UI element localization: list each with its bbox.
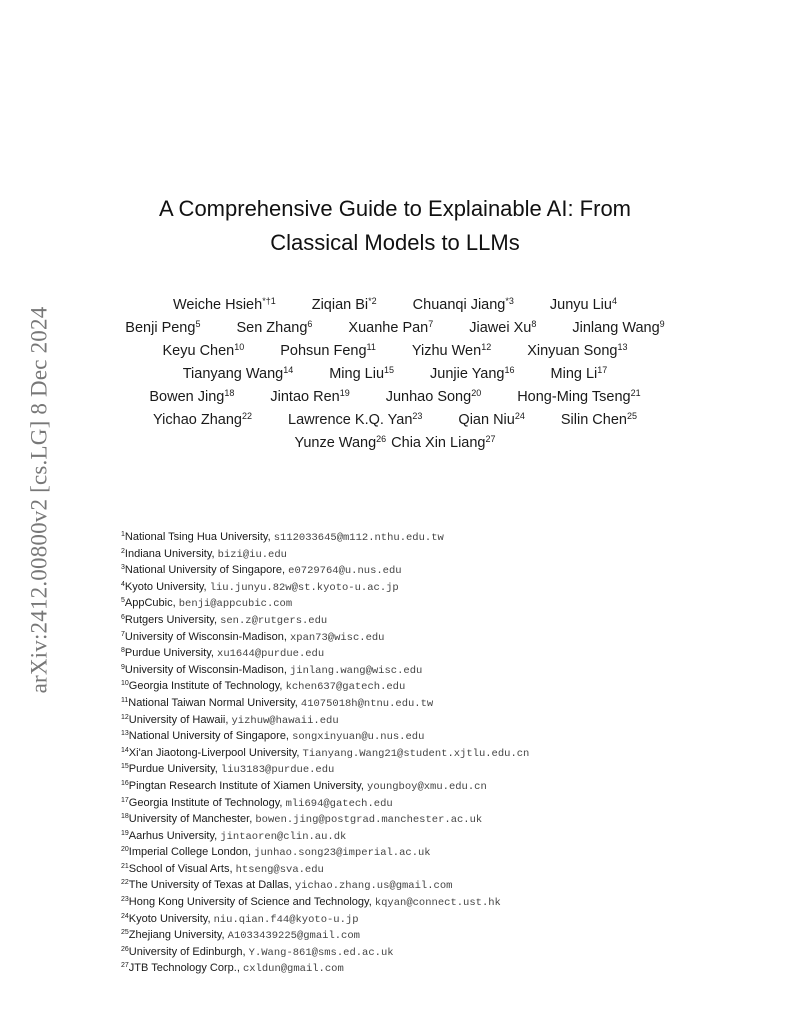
author-affiliation-mark: *2 <box>368 296 377 306</box>
affiliation-item <box>121 862 721 879</box>
email-address: xpan73@wisc.edu <box>289 631 385 644</box>
institution-name: National Tsing Hua University, <box>124 531 271 543</box>
affiliation-item <box>121 663 721 680</box>
author <box>125 317 200 340</box>
email-address: cxldun@gmail.com <box>242 963 344 976</box>
author-name: Qian Niu <box>458 412 515 428</box>
affiliation-number: 15 <box>121 763 129 771</box>
author <box>413 294 514 317</box>
email-address: kqyan@connect.ust.hk <box>374 897 501 910</box>
email-address: benji@appcubic.com <box>178 598 293 611</box>
email-address: kchen637@gatech.edu <box>285 681 406 694</box>
arxiv-identifier <box>20 280 58 720</box>
institution-name: University of Wisconsin-Madison, <box>124 663 287 676</box>
institution-name: Kyoto University, <box>128 912 211 925</box>
affiliation-number: 18 <box>121 813 129 821</box>
affiliation-number: 20 <box>121 846 129 854</box>
author <box>173 294 276 317</box>
author-name: Jintao Ren <box>270 389 340 405</box>
author-name: Sen Zhang <box>236 320 308 336</box>
affiliation-item <box>121 530 721 547</box>
email-address: 41075018h@ntnu.edu.tw <box>300 697 434 710</box>
author-affiliation-mark: 25 <box>626 411 637 421</box>
author-name: Jinlang Wang <box>572 320 660 336</box>
author-affiliation-mark: 7 <box>428 319 434 329</box>
author-name: Pohsun Feng <box>280 343 367 359</box>
author-row <box>100 386 690 409</box>
email-address: Y.Wang-861@sms.ed.ac.uk <box>248 946 394 959</box>
author <box>280 340 376 363</box>
affiliation-item <box>121 796 721 813</box>
affiliation-item <box>121 696 721 713</box>
author-affiliation-mark: 18 <box>224 388 235 398</box>
affiliation-number: 23 <box>121 896 129 904</box>
institution-name: Georgia Institute of Technology, <box>128 680 283 693</box>
author <box>458 409 524 432</box>
author <box>391 432 495 455</box>
affiliation-number: 3 <box>121 564 125 572</box>
author-affiliation-mark: 9 <box>659 319 665 329</box>
author <box>153 409 252 432</box>
affiliation-item <box>121 613 721 630</box>
institution-name: University of Wisconsin-Madison, <box>124 630 287 643</box>
institution-name: AppCubic, <box>124 597 176 610</box>
author <box>236 317 312 340</box>
author-name: Yunze Wang <box>294 435 377 451</box>
institution-name: University of Hawaii, <box>128 713 229 726</box>
author-name: Yichao Zhang <box>153 412 242 428</box>
institution-name: School of Visual Arts, <box>128 862 233 875</box>
author <box>162 340 244 363</box>
author-affiliation-mark: 12 <box>481 342 492 352</box>
author <box>288 409 422 432</box>
institution-name: Zhejiang University, <box>128 929 225 942</box>
affiliation-item <box>121 912 721 929</box>
author-affiliation-mark: 8 <box>531 319 537 329</box>
institution-name: Xi'an Jiaotong-Liverpool University, <box>128 746 300 759</box>
author <box>517 386 640 409</box>
author <box>412 340 491 363</box>
affiliation-number: 7 <box>121 630 125 638</box>
affiliation-number: 13 <box>121 730 129 738</box>
affiliation-item <box>121 646 721 663</box>
author-name: Hong-Ming Tseng <box>517 389 631 405</box>
affiliation-number: 16 <box>121 779 129 787</box>
author-name: Weiche Hsieh <box>173 297 263 313</box>
affiliation-number: 14 <box>121 746 129 754</box>
email-address: yizhuw@hawaii.edu <box>231 714 339 727</box>
email-address: liu3183@purdue.edu <box>220 764 335 777</box>
affiliation-number: 8 <box>121 647 125 655</box>
author-affiliation-mark: 22 <box>241 411 252 421</box>
author-name: Benji Peng <box>125 320 196 336</box>
email-address: htseng@sva.edu <box>235 863 324 876</box>
email-address: bowen.jing@postgrad.manchester.ac.uk <box>255 814 483 827</box>
institution-name: Rutgers University, <box>124 613 218 626</box>
affiliation-number: 4 <box>121 580 125 588</box>
institution-name: Hong Kong University of Science and Technology, <box>128 896 372 909</box>
affiliation-number: 9 <box>121 663 125 671</box>
author <box>561 409 637 432</box>
affiliation-item <box>121 878 721 895</box>
author-affiliation-mark: 16 <box>504 365 515 375</box>
author-row <box>100 363 690 386</box>
email-address: A1033439225@gmail.com <box>227 930 360 943</box>
author <box>469 317 536 340</box>
author <box>551 363 608 386</box>
affiliation-item <box>121 630 721 647</box>
institution-name: Aarhus University, <box>128 829 218 842</box>
author-name: Chia Xin Liang <box>391 435 486 451</box>
author-name: Xinyuan Song <box>527 343 618 359</box>
affiliation-item <box>121 729 721 746</box>
affiliation-item <box>121 812 721 829</box>
author-name: Junhao Song <box>385 389 472 405</box>
author-list <box>100 294 690 455</box>
affiliation-item <box>121 829 721 846</box>
affiliation-number: 1 <box>121 531 125 538</box>
affiliation-item <box>121 961 721 978</box>
email-address: youngboy@xmu.edu.cn <box>367 780 487 793</box>
institution-name: The University of Texas at Dallas, <box>128 879 292 892</box>
author <box>329 363 394 386</box>
institution-name: University of Edinburgh, <box>128 945 246 958</box>
author-name: Ziqian Bi <box>311 297 369 313</box>
affiliation-number: 26 <box>121 945 129 953</box>
author <box>348 317 433 340</box>
author-row <box>100 294 690 317</box>
institution-name: Imperial College London, <box>128 846 252 859</box>
email-address: songxinyuan@u.nus.edu <box>292 731 425 744</box>
author-name: Jiawei Xu <box>469 320 532 336</box>
affiliation-number: 5 <box>121 597 125 605</box>
author-name: Silin Chen <box>560 412 627 428</box>
affiliation-item <box>121 547 721 564</box>
author-affiliation-mark: *3 <box>505 296 514 306</box>
author <box>294 432 386 455</box>
email-address: s112033645@m112.nthu.edu.tw <box>273 532 444 544</box>
author-affiliation-mark: 21 <box>630 388 641 398</box>
author-affiliation-mark: 24 <box>514 411 525 421</box>
author-row <box>100 340 690 363</box>
affiliation-number: 12 <box>121 713 129 721</box>
institution-name: National Taiwan Normal University, <box>128 696 298 709</box>
affiliation-item <box>121 762 721 779</box>
affiliation-item <box>121 928 721 945</box>
author-name: Ming Liu <box>329 366 385 382</box>
affiliation-number: 21 <box>121 862 129 870</box>
email-address: liu.junyu.82w@st.kyoto-u.ac.jp <box>209 581 399 594</box>
author-affiliation-mark: *†1 <box>262 296 276 306</box>
affiliation-number: 24 <box>121 912 129 920</box>
affiliation-number: 10 <box>121 680 129 688</box>
author <box>527 340 627 363</box>
author <box>572 317 664 340</box>
affiliation-number: 11 <box>121 696 129 704</box>
affiliation-item <box>121 746 721 763</box>
email-address: bizi@iu.edu <box>217 548 287 561</box>
author-affiliation-mark: 19 <box>339 388 350 398</box>
author-affiliation-mark: 17 <box>597 365 608 375</box>
email-address: xu1644@purdue.edu <box>217 648 325 661</box>
affiliation-number: 27 <box>121 962 129 970</box>
institution-name: Pingtan Research Institute of Xiamen University, <box>128 779 364 792</box>
author-affiliation-mark: 14 <box>283 365 294 375</box>
affiliation-item <box>121 563 721 580</box>
author-name: Yizhu Wen <box>411 343 482 359</box>
author-affiliation-mark: 15 <box>384 365 395 375</box>
author-affiliation-mark: 13 <box>617 342 628 352</box>
author <box>270 386 349 409</box>
email-address: mli694@gatech.edu <box>285 797 393 810</box>
institution-name: Kyoto University, <box>124 580 207 593</box>
affiliation-list <box>121 530 721 978</box>
paper-title <box>100 192 690 260</box>
institution-name: Georgia Institute of Technology, <box>128 796 283 809</box>
author <box>149 386 234 409</box>
affiliation-item <box>121 945 721 962</box>
affiliation-number: 17 <box>121 796 129 804</box>
affiliation-item <box>121 580 721 597</box>
author <box>183 363 294 386</box>
institution-name: Purdue University, <box>128 763 218 776</box>
author-row <box>100 409 690 432</box>
author <box>312 294 377 317</box>
author-affiliation-mark: 4 <box>611 296 617 306</box>
author-affiliation-mark: 26 <box>376 434 387 444</box>
affiliation-item <box>121 779 721 796</box>
institution-name: JTB Technology Corp., <box>128 962 240 975</box>
email-address: niu.qian.f44@kyoto-u.jp <box>213 913 359 926</box>
author-row <box>100 317 690 340</box>
author-affiliation-mark: 6 <box>307 319 313 329</box>
author-name: Bowen Jing <box>149 389 225 405</box>
institution-name: National University of Singapore, <box>124 564 286 577</box>
affiliation-number: 25 <box>121 929 129 937</box>
affiliation-item <box>121 845 721 862</box>
affiliation-number: 2 <box>121 547 125 555</box>
title-line-2: Classical Models to LLMs <box>270 230 520 255</box>
author-name: Junyu Liu <box>549 297 612 313</box>
author <box>550 294 617 317</box>
author-affiliation-mark: 5 <box>195 319 201 329</box>
affiliation-item <box>121 895 721 912</box>
email-address: Tianyang.Wang21@student.xjtlu.edu.cn <box>302 747 530 760</box>
email-address: junhao.song23@imperial.ac.uk <box>254 847 431 860</box>
author-name: Xuanhe Pan <box>348 320 429 336</box>
affiliation-item <box>121 713 721 730</box>
author-affiliation-mark: 27 <box>485 434 496 444</box>
email-address: yichao.zhang.us@gmail.com <box>294 880 453 893</box>
arxiv-id-text: arXiv:2412.00800v2 [cs.LG] 8 Dec 2024 <box>26 306 52 694</box>
author-affiliation-mark: 23 <box>412 411 423 421</box>
author-name: Chuanqi Jiang <box>412 297 506 313</box>
author-name: Keyu Chen <box>162 343 235 359</box>
author-name: Ming Li <box>550 366 598 382</box>
email-address: e0729764@u.nus.edu <box>288 565 402 578</box>
affiliation-number: 19 <box>121 829 129 837</box>
institution-name: National University of Singapore, <box>128 730 289 743</box>
institution-name: Indiana University, <box>124 547 215 560</box>
email-address: jinlang.wang@wisc.edu <box>289 664 423 677</box>
affiliation-item <box>121 679 721 696</box>
affiliation-item <box>121 596 721 613</box>
author-name: Tianyang Wang <box>182 366 284 382</box>
author-affiliation-mark: 10 <box>234 342 245 352</box>
author-name: Junjie Yang <box>430 366 505 382</box>
email-address: sen.z@rutgers.edu <box>220 614 328 627</box>
affiliation-number: 22 <box>121 879 129 887</box>
author-affiliation-mark: 20 <box>471 388 482 398</box>
institution-name: Purdue University, <box>124 647 214 660</box>
email-address: jintaoren@clin.au.dk <box>220 830 347 843</box>
author <box>386 386 481 409</box>
author-name: Lawrence K.Q. Yan <box>288 412 413 428</box>
institution-name: University of Manchester, <box>128 813 253 826</box>
author <box>430 363 514 386</box>
author-affiliation-mark: 11 <box>366 342 376 352</box>
affiliation-number: 6 <box>121 613 125 621</box>
author-row <box>100 432 690 455</box>
title-line-1: A Comprehensive Guide to Explainable AI: From <box>158 196 632 221</box>
